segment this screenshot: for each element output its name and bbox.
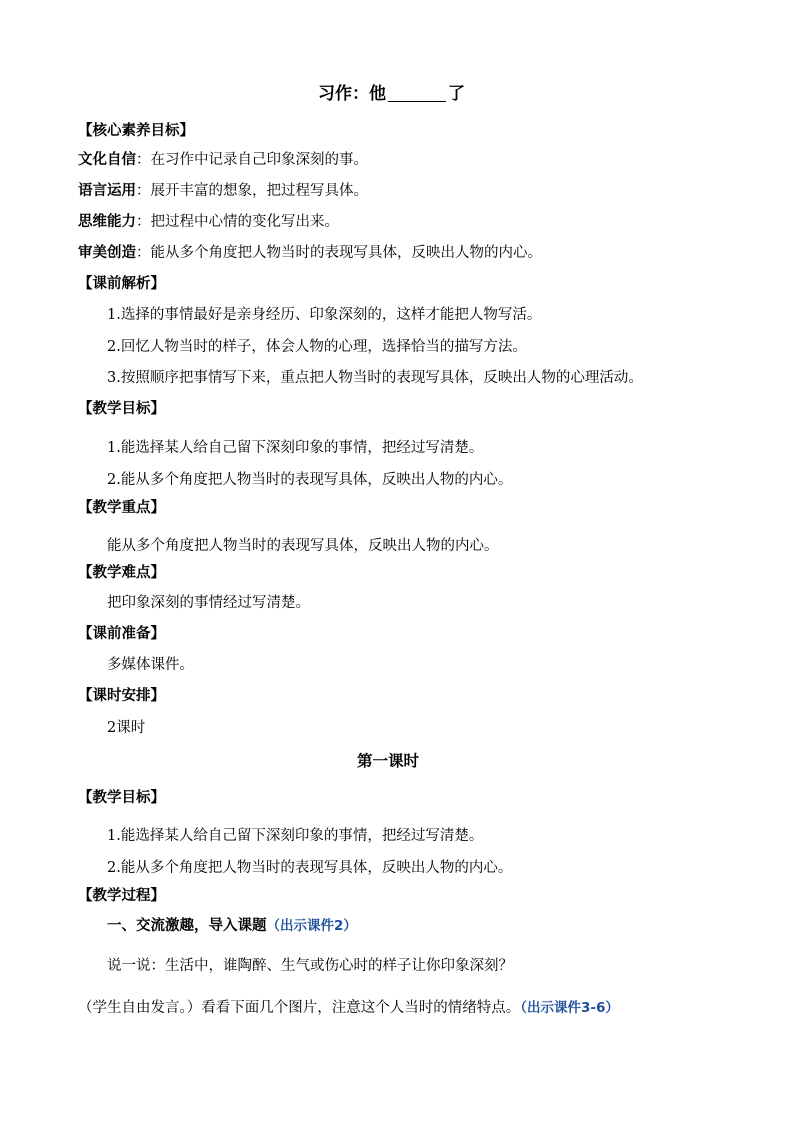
courseware-note: （出示课件2） bbox=[266, 918, 357, 934]
core-goal-text: ：在习作中记录自己印象深刻的事。 bbox=[136, 152, 368, 168]
core-goal-label: 审美创造 bbox=[78, 245, 136, 261]
lesson-goal-item: 2.能从多个角度把人物当时的表现写具体，反映出人物的内心。 bbox=[107, 860, 513, 876]
page-title bbox=[318, 84, 465, 104]
schedule-text: 2课时 bbox=[107, 720, 146, 736]
pre-analysis-item: 2.回忆人物当时的样子，体会人物的心理，选择恰当的描写方法。 bbox=[107, 339, 527, 355]
core-goal-text: ：展开丰富的想象，把过程写具体。 bbox=[136, 183, 368, 199]
step-paragraph bbox=[78, 998, 619, 1018]
pre-analysis-item: 1.选择的事情最好是亲身经历、印象深刻的，这样才能把人物写活。 bbox=[107, 307, 542, 323]
key-point-heading: 【教学重点】 bbox=[78, 500, 165, 516]
core-goal-label: 思维能力 bbox=[78, 214, 136, 230]
pre-analysis-heading: 【课前解析】 bbox=[78, 276, 165, 292]
step-paragraph: 说一说：生活中，谁陶醉、生气或伤心时的样子让你印象深刻？ bbox=[107, 958, 513, 974]
lesson-goals-heading: 【教学目标】 bbox=[78, 790, 165, 806]
core-goal-item bbox=[78, 181, 368, 201]
core-goal-item bbox=[78, 243, 542, 263]
schedule-heading: 【课时安排】 bbox=[78, 688, 165, 704]
title-blank bbox=[388, 84, 446, 102]
difficulty-heading: 【教学难点】 bbox=[78, 565, 165, 581]
core-goal-text: ：能从多个角度把人物当时的表现写具体，反映出人物的内心。 bbox=[136, 245, 542, 261]
step-title-text: 一、交流激趣，导入课题 bbox=[107, 918, 267, 934]
teaching-goal-item: 2.能从多个角度把人物当时的表现写具体，反映出人物的内心。 bbox=[107, 472, 513, 488]
core-goals-heading: 【核心素养目标】 bbox=[78, 123, 194, 139]
preparation-text: 多媒体课件。 bbox=[107, 657, 194, 673]
lesson-goal-item: 1.能选择某人给自己留下深刻印象的事情，把经过写清楚。 bbox=[107, 828, 484, 844]
difficulty-text: 把印象深刻的事情经过写清楚。 bbox=[107, 595, 310, 611]
core-goal-label: 语言运用 bbox=[78, 183, 136, 199]
title-suffix: 了 bbox=[448, 84, 465, 104]
process-heading: 【教学过程】 bbox=[78, 888, 165, 904]
core-goal-text: ：把过程中心情的变化写出来。 bbox=[136, 214, 339, 230]
teaching-goals-heading: 【教学目标】 bbox=[78, 401, 165, 417]
core-goal-item bbox=[78, 212, 339, 232]
step-paragraph-text: （学生自由发言。）看看下面几个图片，注意这个人当时的情绪特点。 bbox=[78, 1000, 521, 1016]
teaching-goal-item: 1.能选择某人给自己留下深刻印象的事情，把经过写清楚。 bbox=[107, 440, 484, 456]
lesson-title: 第一课时 bbox=[357, 752, 420, 770]
title-prefix: 习作：他 bbox=[318, 84, 386, 104]
step-title bbox=[107, 916, 357, 936]
core-goal-item bbox=[78, 150, 368, 170]
key-point-text: 能从多个角度把人物当时的表现写具体，反映出人物的内心。 bbox=[107, 538, 499, 554]
preparation-heading: 【课前准备】 bbox=[78, 626, 165, 642]
core-goal-label: 文化自信 bbox=[78, 152, 136, 168]
courseware-note: （出示课件3-6） bbox=[520, 1000, 619, 1016]
pre-analysis-item: 3.按照顺序把事情写下来，重点把人物当时的表现写具体，反映出人物的心理活动。 bbox=[107, 370, 643, 386]
